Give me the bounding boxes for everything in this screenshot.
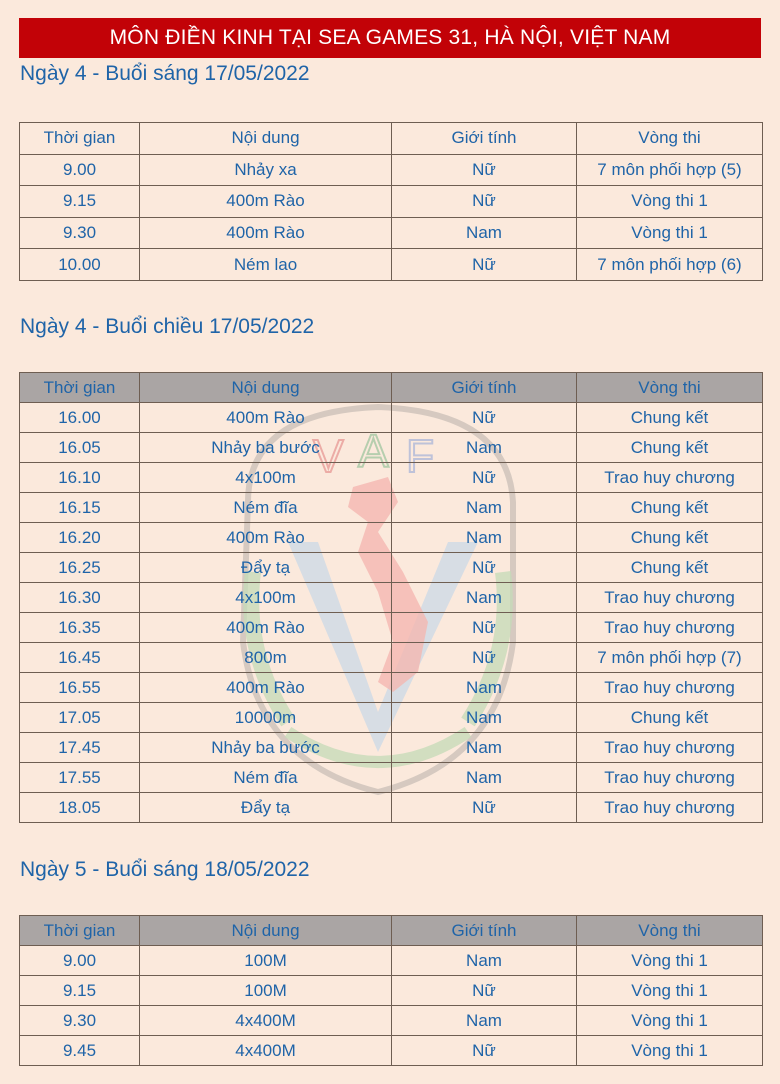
- cell-round: Vòng thi 1: [577, 217, 763, 249]
- cell-time: 16.10: [20, 463, 140, 493]
- column-header-time: Thời gian: [20, 916, 140, 946]
- cell-round: Vòng thi 1: [577, 186, 763, 218]
- table-header-row: [20, 123, 763, 155]
- cell-time: 16.00: [20, 403, 140, 433]
- cell-event: 4x400M: [140, 1006, 392, 1036]
- cell-round: Vòng thi 1: [577, 1036, 763, 1066]
- cell-gender: Nam: [392, 733, 577, 763]
- table-row: [20, 793, 763, 823]
- table-row: [20, 673, 763, 703]
- cell-time: 16.25: [20, 553, 140, 583]
- cell-time: 9.15: [20, 186, 140, 218]
- cell-event: Nhảy ba bước: [140, 733, 392, 763]
- svg-text:A: A: [358, 425, 389, 477]
- cell-event: Ném lao: [140, 249, 392, 281]
- table-row: [20, 217, 763, 249]
- cell-round: Vòng thi 1: [577, 1006, 763, 1036]
- table-row: [20, 523, 763, 553]
- cell-time: 16.20: [20, 523, 140, 553]
- cell-time: 16.15: [20, 493, 140, 523]
- column-header-event: Nội dung: [140, 373, 392, 403]
- cell-gender: Nam: [392, 763, 577, 793]
- cell-gender: Nữ: [392, 186, 577, 218]
- cell-round: Chung kết: [577, 703, 763, 733]
- table-row: [20, 613, 763, 643]
- cell-time: 9.00: [20, 154, 140, 186]
- table-row: [20, 763, 763, 793]
- cell-time: 17.55: [20, 763, 140, 793]
- cell-time: 16.45: [20, 643, 140, 673]
- cell-round: 7 môn phối hợp (7): [577, 643, 763, 673]
- cell-round: Chung kết: [577, 403, 763, 433]
- cell-round: 7 môn phối hợp (5): [577, 154, 763, 186]
- cell-time: 9.15: [20, 976, 140, 1006]
- cell-time: 9.30: [20, 217, 140, 249]
- cell-round: Trao huy chương: [577, 673, 763, 703]
- table-header-row: [20, 916, 763, 946]
- cell-event: Đẩy tạ: [140, 553, 392, 583]
- cell-gender: Nữ: [392, 249, 577, 281]
- cell-event: 400m Rào: [140, 613, 392, 643]
- cell-round: Vòng thi 1: [577, 976, 763, 1006]
- cell-event: Nhảy ba bước: [140, 433, 392, 463]
- page-banner: [19, 18, 761, 58]
- svg-text:F: F: [406, 430, 435, 482]
- table-row: [20, 733, 763, 763]
- cell-round: 7 môn phối hợp (6): [577, 249, 763, 281]
- cell-event: 4x100m: [140, 463, 392, 493]
- cell-event: 400m Rào: [140, 186, 392, 218]
- column-header-gender: Giới tính: [392, 123, 577, 155]
- cell-round: Trao huy chương: [577, 763, 763, 793]
- cell-event: Ném đĩa: [140, 763, 392, 793]
- schedule-table-day4-afternoon: [19, 372, 763, 823]
- cell-gender: Nam: [392, 433, 577, 463]
- column-header-gender: Giới tính: [392, 916, 577, 946]
- cell-gender: Nam: [392, 583, 577, 613]
- table-row: [20, 186, 763, 218]
- table-row: [20, 463, 763, 493]
- column-header-gender: Giới tính: [392, 373, 577, 403]
- cell-gender: Nam: [392, 946, 577, 976]
- table-row: [20, 433, 763, 463]
- cell-round: Trao huy chương: [577, 613, 763, 643]
- cell-gender: Nữ: [392, 613, 577, 643]
- column-header-event: Nội dung: [140, 123, 392, 155]
- cell-time: 16.55: [20, 673, 140, 703]
- cell-gender: Nam: [392, 493, 577, 523]
- table-row: [20, 583, 763, 613]
- cell-event: Ném đĩa: [140, 493, 392, 523]
- svg-text:V: V: [313, 430, 344, 482]
- cell-round: Chung kết: [577, 523, 763, 553]
- cell-event: 4x100m: [140, 583, 392, 613]
- cell-gender: Nam: [392, 523, 577, 553]
- cell-gender: Nữ: [392, 976, 577, 1006]
- cell-event: 10000m: [140, 703, 392, 733]
- cell-gender: Nữ: [392, 463, 577, 493]
- cell-round: Trao huy chương: [577, 793, 763, 823]
- cell-event: 400m Rào: [140, 217, 392, 249]
- cell-time: 10.00: [20, 249, 140, 281]
- table-row: [20, 976, 763, 1006]
- cell-event: Đẩy tạ: [140, 793, 392, 823]
- cell-time: 18.05: [20, 793, 140, 823]
- cell-round: Trao huy chương: [577, 583, 763, 613]
- cell-round: Chung kết: [577, 433, 763, 463]
- cell-round: Chung kết: [577, 493, 763, 523]
- cell-event: 100M: [140, 976, 392, 1006]
- table-row: [20, 553, 763, 583]
- schedule-table-day4-morning: [19, 122, 763, 281]
- cell-event: 800m: [140, 643, 392, 673]
- column-header-event: Nội dung: [140, 916, 392, 946]
- cell-gender: Nữ: [392, 403, 577, 433]
- table-row: [20, 1006, 763, 1036]
- cell-event: 400m Rào: [140, 403, 392, 433]
- section-title-day4-morning: Ngày 4 - Buổi sáng 17/05/2022: [20, 62, 310, 85]
- cell-time: 16.35: [20, 613, 140, 643]
- cell-gender: Nữ: [392, 1036, 577, 1066]
- cell-round: Chung kết: [577, 553, 763, 583]
- section-title-day4-afternoon: Ngày 4 - Buổi chiều 17/05/2022: [20, 315, 315, 338]
- cell-gender: Nam: [392, 217, 577, 249]
- column-header-round: Vòng thi: [577, 916, 763, 946]
- cell-event: Nhảy xa: [140, 154, 392, 186]
- table-row: [20, 403, 763, 433]
- cell-gender: Nữ: [392, 154, 577, 186]
- cell-time: 9.30: [20, 1006, 140, 1036]
- cell-time: 16.30: [20, 583, 140, 613]
- cell-time: 17.45: [20, 733, 140, 763]
- table-header-row: [20, 373, 763, 403]
- column-header-round: Vòng thi: [577, 123, 763, 155]
- column-header-round: Vòng thi: [577, 373, 763, 403]
- cell-time: 9.45: [20, 1036, 140, 1066]
- table-row: [20, 1036, 763, 1066]
- column-header-time: Thời gian: [20, 373, 140, 403]
- table-row: [20, 703, 763, 733]
- table-row: [20, 493, 763, 523]
- table-row: [20, 249, 763, 281]
- cell-round: Vòng thi 1: [577, 946, 763, 976]
- cell-round: Trao huy chương: [577, 733, 763, 763]
- cell-gender: Nam: [392, 703, 577, 733]
- cell-gender: Nữ: [392, 553, 577, 583]
- table-row: [20, 946, 763, 976]
- banner-title: MÔN ĐIỀN KINH TẠI SEA GAMES 31, HÀ NỘI, VIỆT NAM: [109, 26, 671, 49]
- cell-event: 400m Rào: [140, 523, 392, 553]
- cell-time: 16.05: [20, 433, 140, 463]
- cell-event: 100M: [140, 946, 392, 976]
- column-header-time: Thời gian: [20, 123, 140, 155]
- cell-gender: Nữ: [392, 793, 577, 823]
- cell-time: 17.05: [20, 703, 140, 733]
- cell-event: 4x400M: [140, 1036, 392, 1066]
- cell-gender: Nam: [392, 1006, 577, 1036]
- cell-event: 400m Rào: [140, 673, 392, 703]
- schedule-table-day5-morning: [19, 915, 763, 1066]
- cell-time: 9.00: [20, 946, 140, 976]
- section-title-day5-morning: Ngày 5 - Buổi sáng 18/05/2022: [20, 858, 310, 881]
- cell-gender: Nữ: [392, 643, 577, 673]
- cell-gender: Nam: [392, 673, 577, 703]
- table-row: [20, 154, 763, 186]
- cell-round: Trao huy chương: [577, 463, 763, 493]
- table-row: [20, 643, 763, 673]
